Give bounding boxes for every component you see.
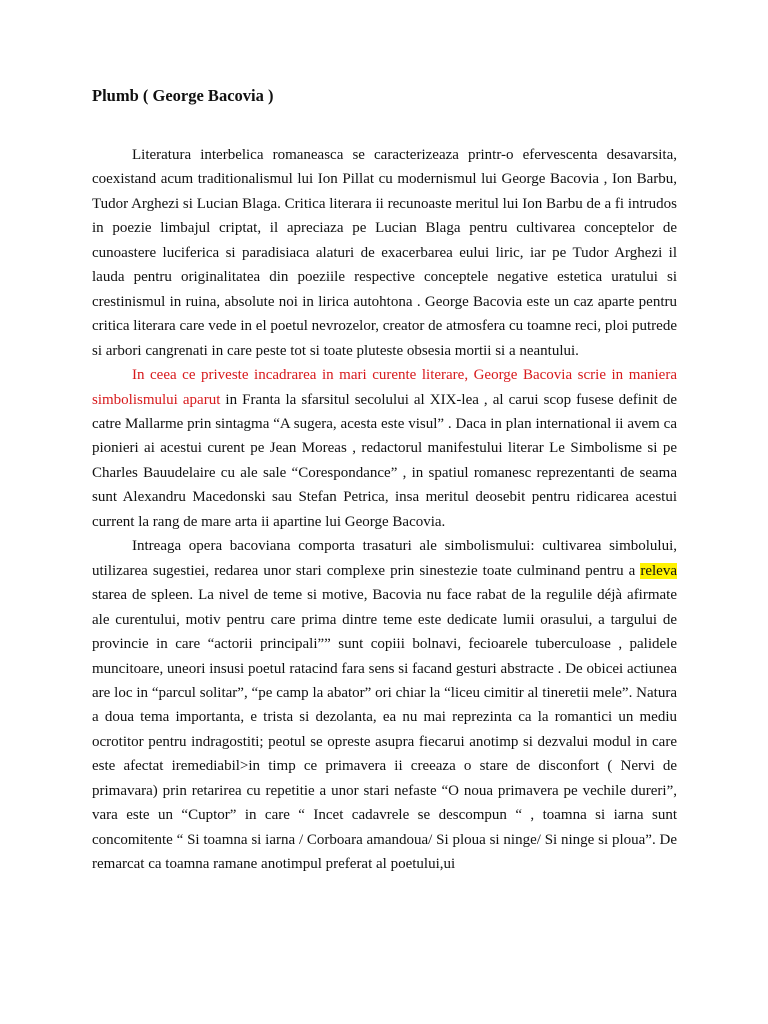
paragraph-2 xyxy=(92,363,677,534)
document-title: Plumb ( George Bacovia ) xyxy=(92,86,274,105)
paragraph-3-start: Intreaga opera bacoviana comporta trasaturi ale simbolismului: cultivarea simbolului, utilizarea sugestiei, redarea unor stari complexe prin sinestezie toate culminand pentru a xyxy=(92,538,677,579)
paragraph-2-text: in Franta la sfarsitul secolului al XIX-lea , al carui scop fusese definit de catre Mallarme prin sintagma “A sugera, acesta este visul” . Daca in plan international ii avem ca pionieri ai acestui curent pe Jean Moreas , redactorul manifestului literar Le Simbolisme si pe Charles Bauudelaire cu ale sale “Corespondance” , in spatiul romanesc reprezentanti de seama sunt Alexandru Macedonski sau Stefan Petrica, insa meritul deosebit pentru ridicarea acestui current la rang de mare arta ii apartine lui George Bacovia. xyxy=(92,391,678,530)
paragraph-1: Literatura interbelica romaneasca se caracterizeaza printr-o efervescenta desavarsita, coexistand acum traditionalismul lui Ion Pillat cu modernismul lui George Bacovia , Ion Barbu, Tudor Arghezi si Lucian Blaga. Critica literara ii recunoaste meritul lui Ion Barbu de a fi intrudos in poezie limbajul criptat, il apreciaza pe Lucian Blaga pentru cultivarea conceptelor de cunoastere luciferica si paradisiaca alaturi de exacerbarea eului liric, iar pe Tudor Arghezi il lauda pentru originalitatea din poeziile respective conceptele negative estetica uratului si crestinismul in ruina, absolute noi in lirica autohtona . George Bacovia este un caz aparte pentru critica literara care vede in el poetul nevrozelor, creator de atmosfera cu toamne reci, ploi putrede si arbori cangrenati in care peste tot si toate pluteste obsesia mortii si a neantului. xyxy=(92,147,677,359)
document-body xyxy=(92,143,677,877)
yellow-highlighted-word: releva xyxy=(640,562,677,579)
paragraph-3 xyxy=(92,534,677,876)
red-highlighted-text: In ceea ce priveste incadrarea in mari curente literare, George Bacovia scrie in maniera simbolismului aparut xyxy=(92,367,677,408)
paragraph-3-text: starea de spleen. La nivel de teme si motive, Bacovia nu face rabat de la regulile déjà afirmate ale curentului, motiv pentru care prima dintre teme este dedicate lumii orasului, a targului de provincie in care “actorii principali”” sunt copiii bolnavi, fecioarele tuberculoase , palidele muncitoare, uneori insusi poetul ratacind fara sens si facand gesturi abstracte . De obicei actiunea are loc in “parcul solitar”, “pe camp la abator” ori chiar la “liceu cimitir al tineretii mele”. Natura a doua tema importanta, e trista si dezolanta, ea nu mai reprezinta ca la romantici un mediu ocrotitor pentru indragostiti; peotul se opreste asupra fiecarui anotimp si dezvalui modul in care este afectat iremediabil>in timp ce primavera ii creeaza o stare de disconfort ( Nervi de primavara) prin retarirea cu repetitie a unor stari nefaste “O noua primavera pe vechile dureri”, vara este un “Cuptor” in care “ Incet cadavrele se descompun “ , toamna si iarna sunt concomitente “ Si toamna si iarna / Corboara amandoua/ Si ploua si ninge/ Si ninge si ploua”. De remarcat ca toamna ramane anotimpul preferat al poetului,ui xyxy=(92,587,677,873)
